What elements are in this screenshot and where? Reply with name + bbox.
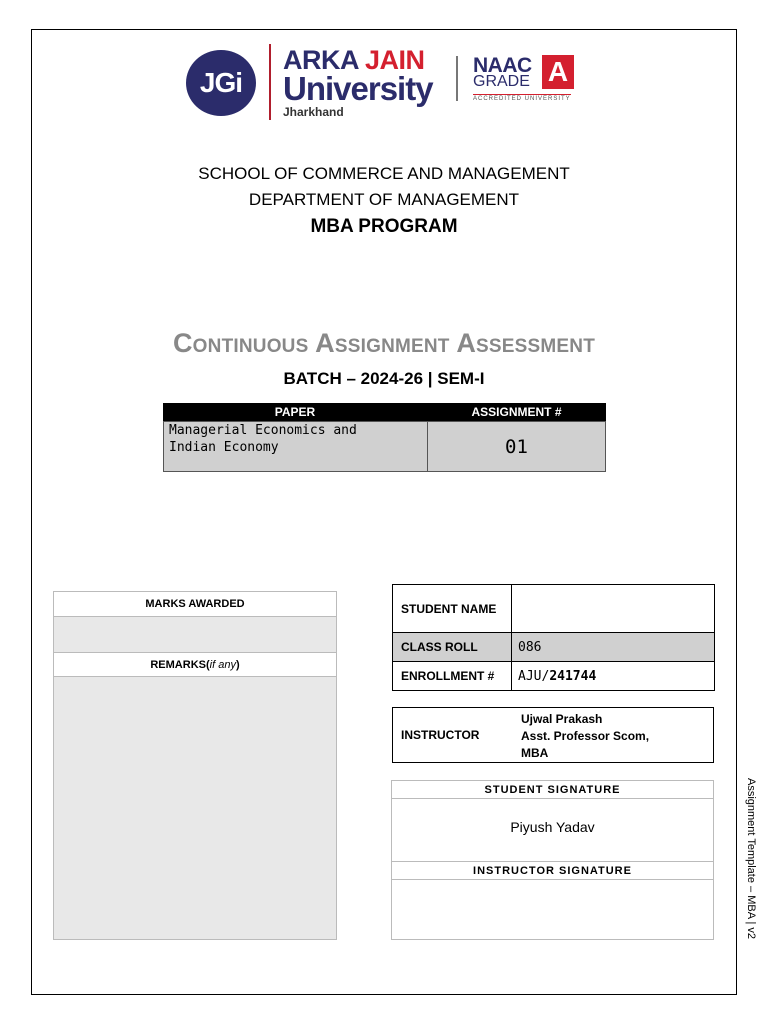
class-roll-row xyxy=(393,633,714,662)
class-roll-label: CLASS ROLL xyxy=(393,633,512,661)
instructor-info xyxy=(521,711,649,762)
university-name-arka: ARKA xyxy=(283,45,358,75)
instructor-label: INSTRUCTOR xyxy=(401,728,480,742)
marks-awarded-label: MARKS AWARDED xyxy=(54,592,336,617)
remarks-label-text: REMARKS xyxy=(150,658,206,671)
grade-label: GRADE xyxy=(473,73,530,90)
naac-divider xyxy=(456,56,458,101)
paper-value-line1: Managerial Economics and xyxy=(169,423,357,438)
student-info-table xyxy=(392,584,715,691)
assignment-header: ASSIGNMENT # xyxy=(427,403,606,421)
student-signature-label: STUDENT SIGNATURE xyxy=(392,781,713,799)
template-version-text: Assignment Template – MBA | v2 xyxy=(745,778,757,940)
department-title: DEPARTMENT OF MANAGEMENT xyxy=(248,190,520,209)
enrollment-number: 241744 xyxy=(549,668,597,684)
batch-title: BATCH – 2024-26 | SEM-I xyxy=(283,369,485,388)
student-signature: Piyush Yadav xyxy=(510,819,595,835)
university-name-jain: JAIN xyxy=(365,45,425,75)
program-title: MBA PROGRAM xyxy=(310,216,458,237)
student-name-label: STUDENT NAME xyxy=(393,585,512,632)
paper-table xyxy=(163,403,606,472)
instructor-signature-label: INSTRUCTOR SIGNATURE xyxy=(392,861,713,880)
instructor-title-line2: MBA xyxy=(521,746,549,760)
enrollment-label: ENROLLMENT # xyxy=(393,662,512,690)
instructor-name: Ujwal Prakash xyxy=(521,712,603,726)
class-roll-value: 086 xyxy=(512,633,714,661)
enrollment-row xyxy=(393,662,714,690)
accredited-label: ACCREDITED UNIVERSITY xyxy=(473,96,571,102)
school-title: SCHOOL OF COMMERCE AND MANAGEMENT xyxy=(198,164,570,183)
assignment-value: 01 xyxy=(427,421,606,472)
enrollment-prefix: AJU/ xyxy=(518,668,550,684)
enrollment-value xyxy=(512,662,714,690)
remarks-label-suffix: if any xyxy=(209,658,236,671)
remarks-paren-close: ) xyxy=(235,658,240,671)
remarks-paren-open: ( xyxy=(205,658,210,671)
paper-value-line2: Indian Economy xyxy=(169,440,279,455)
paper-value xyxy=(163,421,428,472)
logo-divider xyxy=(269,44,271,120)
instructor-box xyxy=(392,707,714,763)
marks-box xyxy=(53,591,337,940)
marks-awarded-field[interactable] xyxy=(54,617,336,653)
jgi-logo-icon: JGi xyxy=(186,50,256,116)
logo-header xyxy=(186,44,586,122)
naac-label: NAAC xyxy=(473,54,532,77)
grade-badge: A xyxy=(542,55,574,89)
template-version-note xyxy=(743,778,757,960)
student-name-row xyxy=(393,585,714,633)
paper-header: PAPER xyxy=(163,403,427,421)
instructor-title-line1: Asst. Professor Scom, xyxy=(521,729,650,743)
assessment-title: Continuous Assignment Assessment xyxy=(172,328,596,358)
signature-box xyxy=(391,780,714,940)
remarks-label xyxy=(54,653,336,677)
university-name-line2: University xyxy=(283,70,433,107)
university-location: Jharkhand xyxy=(283,105,344,119)
student-name-field[interactable] xyxy=(512,585,714,632)
